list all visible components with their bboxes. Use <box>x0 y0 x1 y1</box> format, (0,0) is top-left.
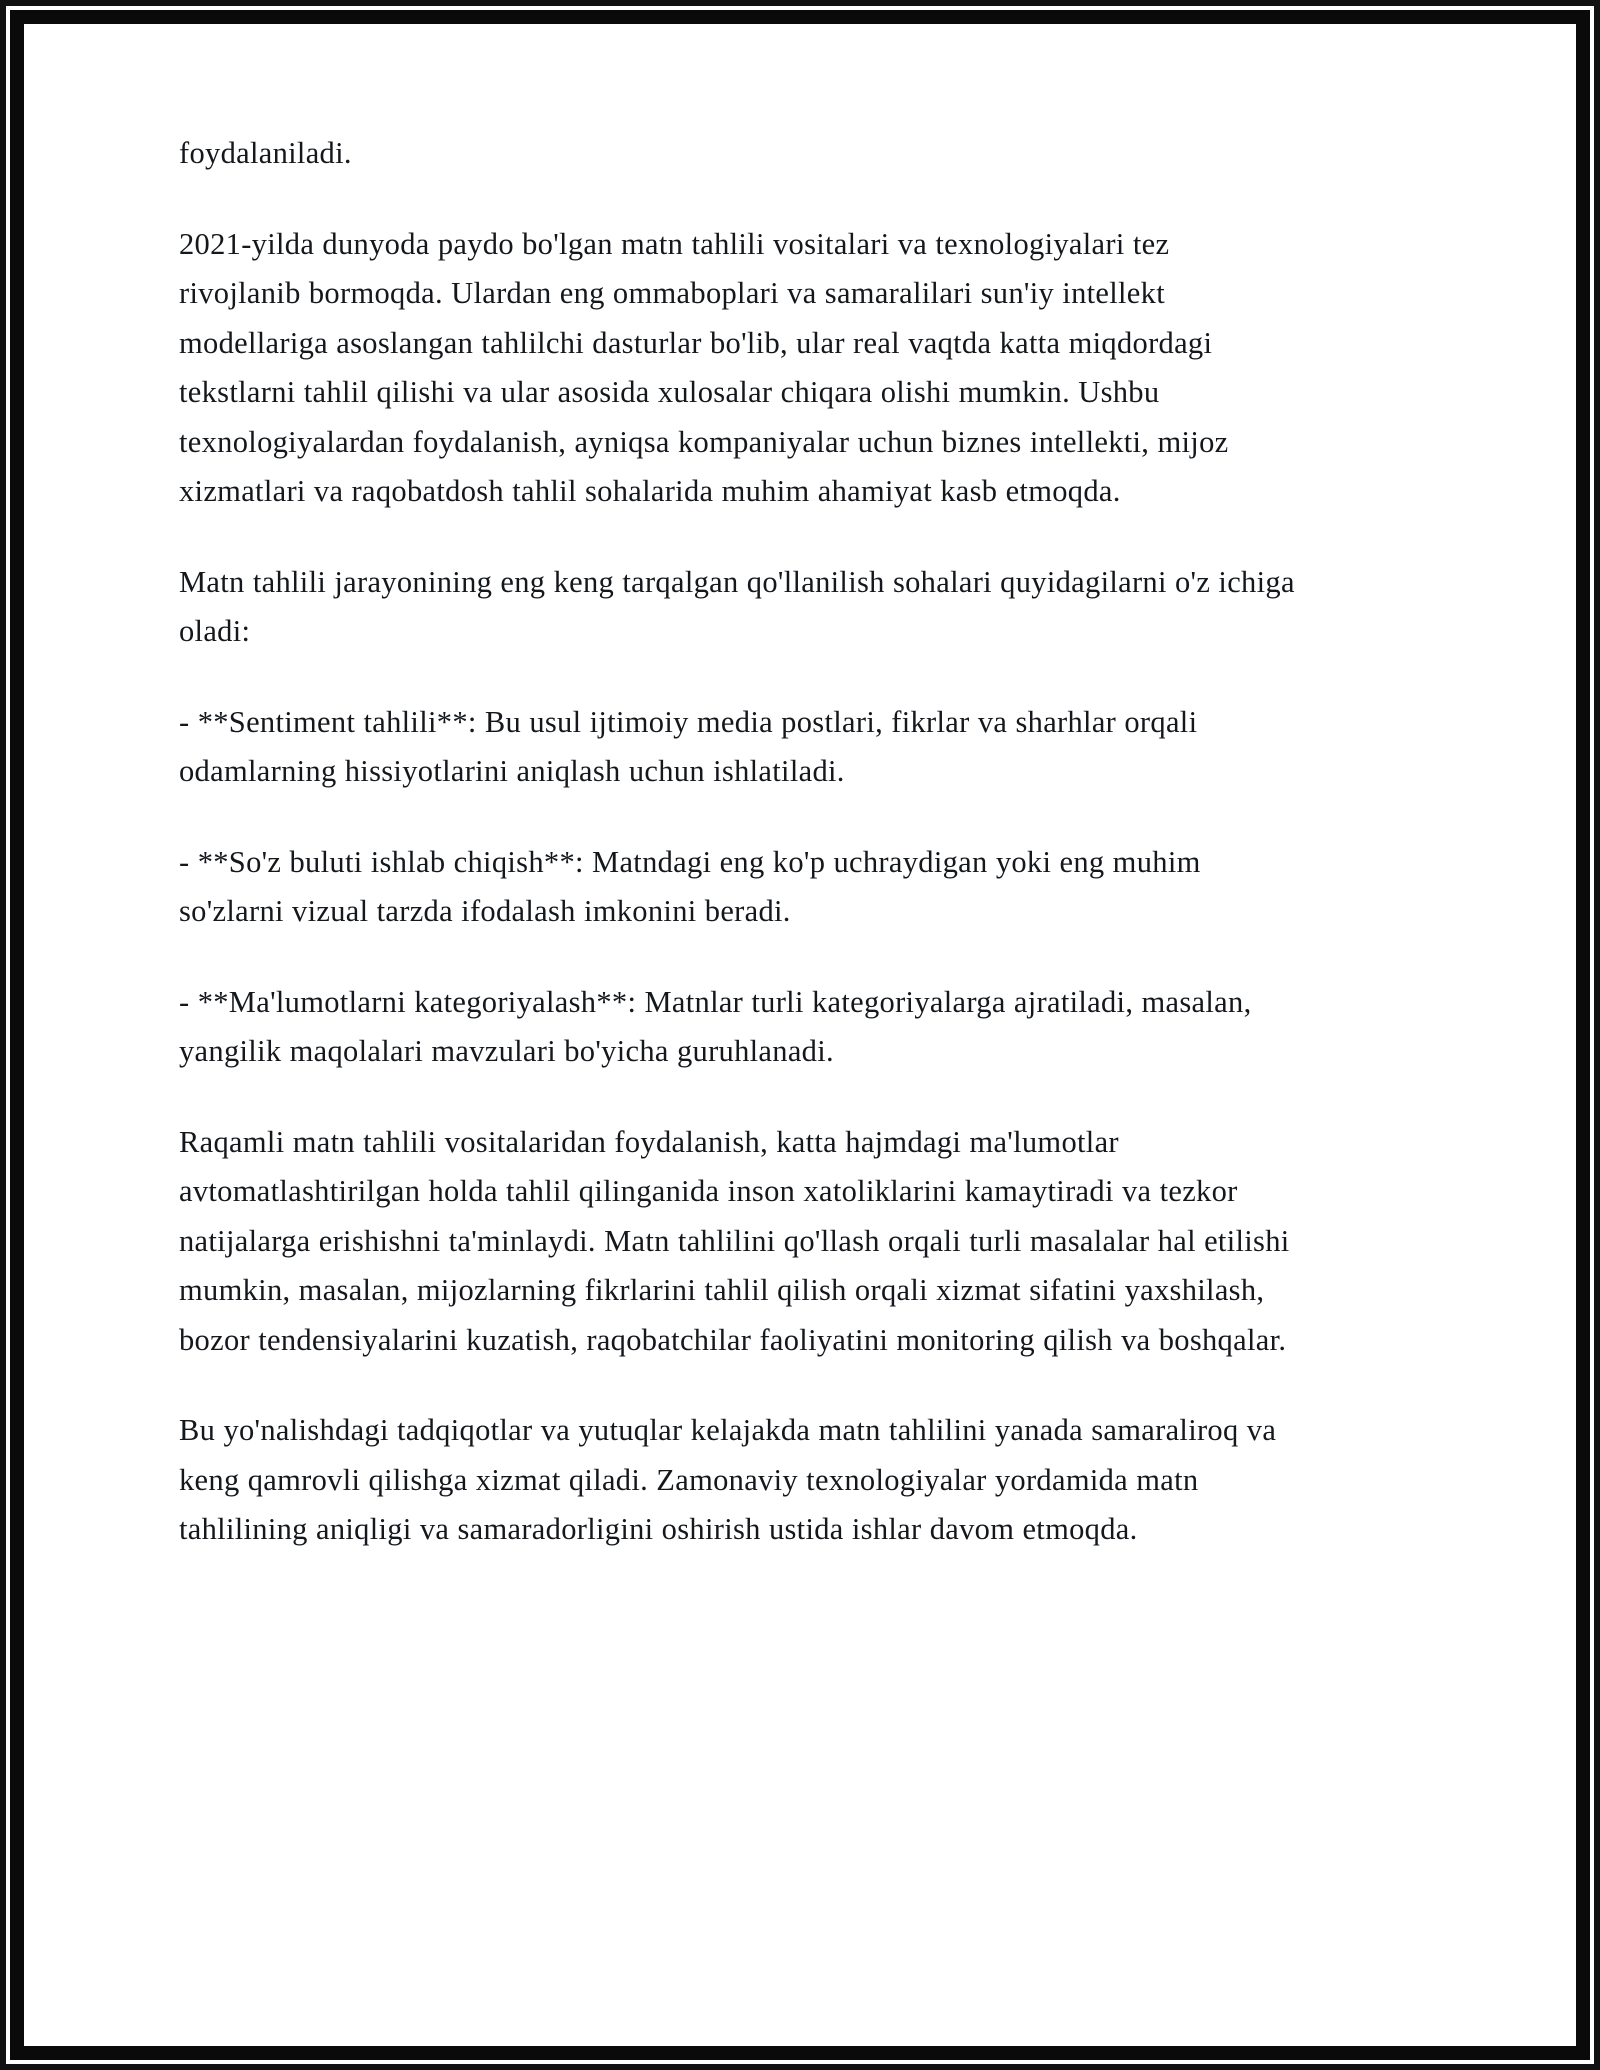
list-item-sentiment-tahlili: - **Sentiment tahlili**: Bu usul ijtimoiy media postlari, fikrlar va sharhlar orqali odamlarning hissiyotlarini aniqlash uchun ishlatiladi. <box>179 704 1206 788</box>
list-item-soz-buluti: - **So'z buluti ishlab chiqish**: Matndagi eng ko'p uchraydigan yoki eng muhim so'zlarni vizual tarzda ifodalash imkonini beradi. <box>179 844 1209 928</box>
paragraph-raqamli-matn-tahlili: Raqamli matn tahlili vositalaridan foydalanish, katta hajmdagi ma'lumotlar avtomatlashtirilgan holda tahlil qilinganida inson xatoliklarini kamaytiradi va tezkor natijalarga erishishni ta'minlaydi. Matn tahlilini qo'llash orqali turli masalalar hal etilishi mumkin, masalan, mijozlarning fikrlarini tahlil qilish orqali xizmat sifatini yaxshilash, bozor tendensiyalarini kuzatish, raqobatchilar faoliyatini monitoring qilish va boshqalar. <box>179 1124 1298 1357</box>
page-inner-frame <box>10 10 1590 2060</box>
document-page <box>24 24 1576 2046</box>
paragraph-foydalaniladi: foydalaniladi. <box>179 136 352 170</box>
paragraph-qollanilish-sohalari: Matn tahlili jarayonining eng keng tarqalgan qo'llanilish sohalari quyidagilarni o'z ichiga oladi: <box>179 564 1304 648</box>
document-text-body <box>179 129 1304 1555</box>
list-item-malumotlarni-kategoriyalash: - **Ma'lumotlarni kategoriyalash**: Matnlar turli kategoriyalarga ajratiladi, masalan, yangilik maqolalari mavzulari bo'yicha guruhlanadi. <box>179 984 1260 1068</box>
paragraph-2021-yilda: 2021-yilda dunyoda paydo bo'lgan matn tahlili vositalari va texnologiyalari tez rivojlanib bormoqda. Ulardan eng ommaboplari va samaralilari sun'iy intellekt modellariga asoslangan tahlilchi dasturlar bo'lib, ular real vaqtda katta miqdordagi tekstlarni tahlil qilishi va ular asosida xulosalar chiqara olishi mumkin. Ushbu texnologiyalardan foydalanish, ayniqsa kompaniyalar uchun biznes intellekti, mijoz xizmatlari va raqobatdosh tahlil sohalarida muhim ahamiyat kasb etmoqda. <box>179 226 1237 508</box>
page-frame-gap <box>6 6 1594 2064</box>
paragraph-bu-yonalishdagi: Bu yo'nalishdagi tadqiqotlar va yutuqlar kelajakda matn tahlilini yanada samaraliroq va keng qamrovli qilishga xizmat qiladi. Zamonaviy texnologiyalar yordamida matn tahlilining aniqligi va samaradorligini oshirish ustida ishlar davom etmoqda. <box>179 1413 1285 1546</box>
